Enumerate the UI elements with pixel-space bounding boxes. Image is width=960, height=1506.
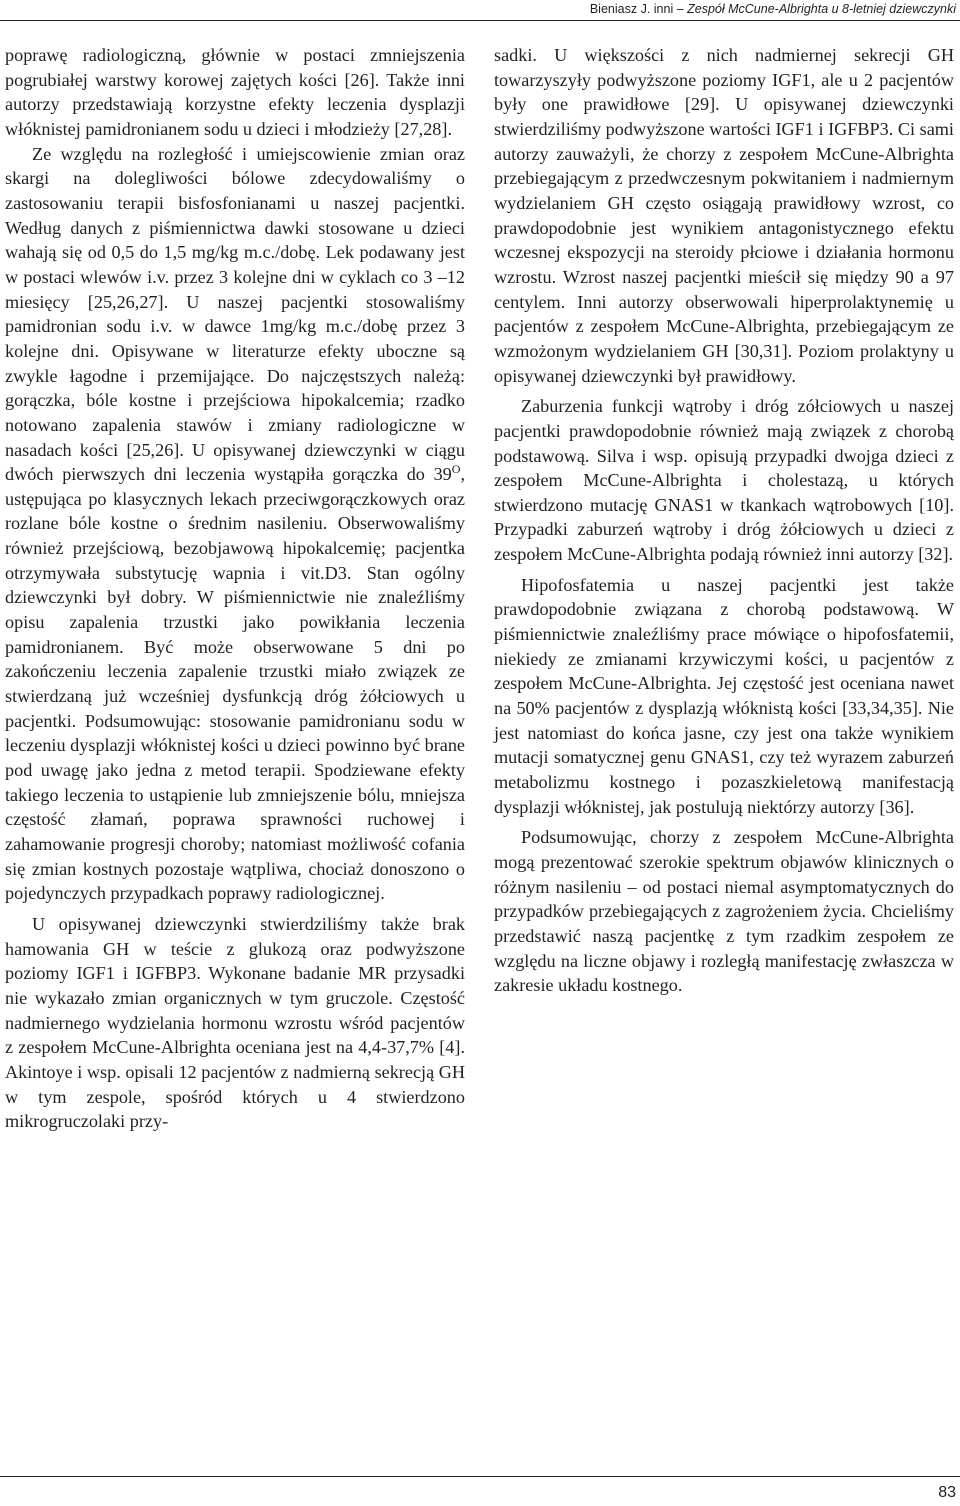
left-paragraph-3: U opisywanej dziewczynki stwierdziliśmy także brak hamowania GH w teście z glukozą oraz podwyższone poziomy IGF1 i IGFBP3. Wykonane badanie MR przysadki nie wykazało zmian organicznych w tym gruczole. Częstość nadmiernego wydzielania hormonu wzrostu wśród pacjentów z zespołem McCune-Albrighta oceniana jest na 4,4-37,7% [4]. Akintoye i wsp. opisali 12 pacjentów z nadmierną sekrecją GH w tym zespole, spośród których u 4 stwierdzono mikrogruczolaki przy- (5, 913, 465, 1132)
right-column (494, 43, 954, 998)
degree-superscript: O (451, 462, 461, 477)
left-paragraph-2-text-a: Ze względu na rozległość i umiejscowienie zmian oraz skargi na dolegliwości bólowe zdecydowaliśmy o zastosowaniu terapii bisfosfonianami u naszej pacjentki. Według danych z piśmiennictwa dawki stosowane u dzieci wahają się od 0,5 do 1,5 mg/kg m.c./dobę. Lek podawany jest w postaci wlewów i.v. przez 3 kolejne dni w cyklach co 3 –12 miesięcy [25,26,27]. U naszej pacjentki stosowaliśmy pamidronian sodu i.v. w dawce 1mg/kg m.c./dobę przez 3 kolejne dni. Opisywane w literaturze efekty uboczne są zwykle łagodne i przemijające. Do najczęstszych należą: gorączka, bóle kostne i przejściowa hipokalcemia; rzadko notowano zapalenia stawów i zmiany radiologiczne w nasadach kości [25,26]. U opisywanej dziewczynki w ciągu dwóch pierwszych dni leczenia wystąpiła gorączka do 39 (5, 143, 465, 485)
left-paragraph-1: poprawę radiologiczną, głównie w postaci zmniejszenia pogrubiałej warstwy korowej zajętych kości [26]. Także inni autorzy przedstawiają korzystne efekty leczenia dysplazji włóknistej pamidronianem sodu u dzieci i młodzieży [27,28]. (5, 45, 465, 139)
header-article-title: Zespół McCune-Albrighta u 8-letniej dziewczynki (687, 2, 956, 16)
right-paragraph-3: Hipofosfatemia u naszej pacjentki jest także prawdopodobnie związana z chorobą podstawową. W piśmiennictwie znaleźliśmy prace mówiące o hipofosfatemii, niekiedy ze zmianami krzywiczymi kości, u pacjentów z zespołem McCune-Albrighta. Jej częstość jest oceniana nawet na 50% pacjentów z dysplazją włóknistą kości [33,34,35]. Nie jest natomiast do końca jasne, czy jest ona także wynikiem mutacji somatycznej genu GNAS1, czy też wyrazem zaburzeń metabolizmu kostnego i pozaszkieletową manifestacją dysplazji włóknistej, jak postulują niektórzy autorzy [36]. (494, 574, 954, 817)
page-number: 83 (938, 1484, 956, 1501)
left-paragraph-2 (5, 142, 465, 906)
footer-rule (0, 1476, 960, 1477)
header-authors: Bieniasz J. inni – (589, 2, 688, 16)
header-rule (0, 20, 960, 21)
right-paragraph-2: Zaburzenia funkcji wątroby i dróg zółciowych u naszej pacjentki prawdopodobnie również mają związek z chorobą podstawową. Silva i wsp. opisują przypadki dwojga dzieci z zespołem McCune-Albrighta i cholestazą, u których stwierdzono mutację GNAS1 w tkankach wątrobowych [10]. Przypadki zaburzeń wątroby i dróg żółciowych u dzieci z zespołem McCune-Albrighta podają również inni autorzy [32]. (494, 396, 954, 565)
left-column (5, 43, 465, 1134)
right-paragraph-4: Podsumowując, chorzy z zespołem McCune-Albrighta mogą prezentować szerokie spektrum objawów klinicznych o różnym nasileniu – od postaci niemal asymptomatycznych do przypadków przebiegających z zagrożeniem życia. Chcieliśmy przedstawić naszą pacjentkę z tym rzadkim zespołem ze względu na liczne objawy i rozległą manifestację zwłaszcza w zakresie układu kostnego. (494, 827, 954, 996)
left-paragraph-2-text-b: , ustępująca po klasycznych lekach przeciwgorączkowych oraz rozlane bóle kostne o średnim nasileniu. Obserwowaliśmy również przejściową, bezobjawową hipokalcemię; pacjentka otrzymywała substytucję wapnia i vit.D3. Stan ogólny dziewczynki był dobry. W piśmiennictwie nie znaleźliśmy opisu zapalenia trzustki jako powikłania leczenia pamidronianem. Być może obserwowane 5 dni po zakończeniu leczenia zapalenie trzustki miało związek ze stwierdzaną już wcześniej dysfunkcją dróg żółciowych u pacjentki. Podsumowując: stosowanie pamidronianu sodu w leczeniu dysplazji włóknistej kości u dzieci powinno być brane pod uwagę jako jedna z metod terapii. Spodziewane efekty takiego leczenia to ustąpienie lub zmniejszenie bólu, mniejsza częstość złamań, poprawa sprawności ruchowej i zahamowanie progresji choroby; natomiast możliwość cofania się zmian kostnych pozostaje wątpliwa, chociaż donoszono o pojedynczych przypadkach poprawy radiologicznej. (5, 464, 465, 904)
right-paragraph-1: sadki. U większości z nich nadmiernej sekrecji GH towarzyszyły podwyższone poziomy IGF1, ale u 2 pacjentów były one prawidłowe [29]. U opisywanej dziewczynki stwierdziliśmy podwyższone wartości IGF1 i IGFBP3. Ci sami autorzy zauważyli, że chorzy z zespołem McCune-Albrighta przebiegającym z przedwczesnym pokwitaniem i nadmiernym wydzielaniem GH często osiągają prawidłowy wzrost, co prawdopodobnie jest wynikiem antagonistycznego efektu wczesnej ekspozycji na steroidy płciowe i działania hormonu wzrostu. Wzrost naszej pacjentki mieścił się między 90 a 97 centylem. Inni autorzy obserwowali hiperprolaktynemię u pacjentów z zespołem McCune-Albrighta, przebiegającym ze wzmożonym wydzielaniem GH [30,31]. Poziom prolaktyny u opisywanej dziewczynki był prawidłowy. (494, 45, 954, 386)
running-header (0, 0, 956, 22)
